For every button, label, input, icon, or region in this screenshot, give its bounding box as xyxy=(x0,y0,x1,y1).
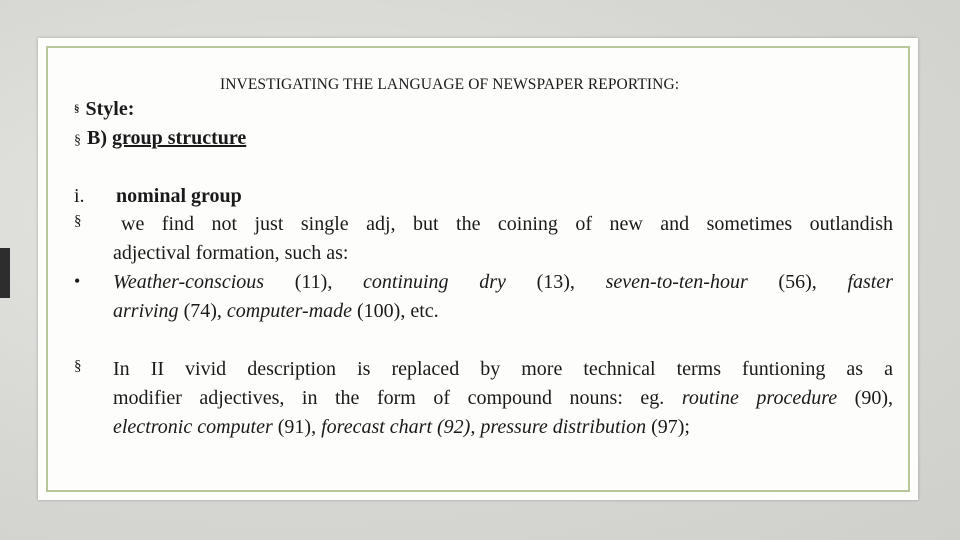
example-ref: (97); xyxy=(646,416,690,438)
example-ref: (100), etc. xyxy=(352,300,439,322)
item-i-marker: i. xyxy=(74,185,85,207)
examples-marker: • xyxy=(74,271,81,291)
group-heading xyxy=(74,127,246,150)
style-label: Style: xyxy=(85,98,135,120)
example-term: electronic computer xyxy=(113,416,273,438)
bullet-icon: § xyxy=(74,103,80,115)
examples-line1 xyxy=(113,268,893,297)
example-ref: (74), xyxy=(178,300,227,322)
example-term: arriving xyxy=(113,300,179,322)
para2-line1: In II vivid description is replaced by more technical terms funtioning as a xyxy=(113,358,893,380)
slide-title: INVESTIGATING THE LANGUAGE OF NEWSPAPER REPORTING: xyxy=(220,76,680,93)
example-ref: (11), xyxy=(264,271,363,293)
example-term: Weather-conscious xyxy=(113,271,265,293)
edge-tab xyxy=(0,272,10,298)
examples-line2 xyxy=(113,297,893,326)
group-label: group structure xyxy=(112,127,247,149)
para1 xyxy=(113,210,893,268)
example-term: forecast chart xyxy=(321,416,433,438)
style-heading xyxy=(74,98,134,121)
example-ref: (13), xyxy=(505,271,606,293)
para2-line3 xyxy=(113,413,893,442)
slide xyxy=(38,38,918,500)
example-term: continuing dry xyxy=(363,271,506,293)
example-term: seven-to-ten-hour xyxy=(605,271,748,293)
para2 xyxy=(113,355,893,442)
examples-paragraph xyxy=(113,268,893,326)
example-ref: (92), xyxy=(432,416,481,438)
bullet-icon: § xyxy=(74,133,81,148)
item-i-label: nominal group xyxy=(116,185,242,207)
para1-line1: we find not just single adj, but the coining of new and sometimes outlandish xyxy=(121,213,893,235)
group-prefix: B) xyxy=(87,127,112,149)
example-term: pressure distribution xyxy=(480,416,647,438)
example-ref: (56), xyxy=(747,271,848,293)
example-ref: (90), xyxy=(837,387,893,409)
para1-marker: § xyxy=(74,213,82,229)
example-term: routine procedure xyxy=(681,387,838,409)
example-term: computer-made xyxy=(226,300,353,322)
para2-line2 xyxy=(113,384,893,413)
example-term: faster xyxy=(847,271,893,293)
para1-line2: adjectival formation, such as: xyxy=(113,242,349,264)
para2-text: modifier adjectives, in the form of compound nouns: eg. xyxy=(113,387,682,409)
para2-marker: § xyxy=(74,358,82,374)
example-ref: (91), xyxy=(272,416,322,438)
